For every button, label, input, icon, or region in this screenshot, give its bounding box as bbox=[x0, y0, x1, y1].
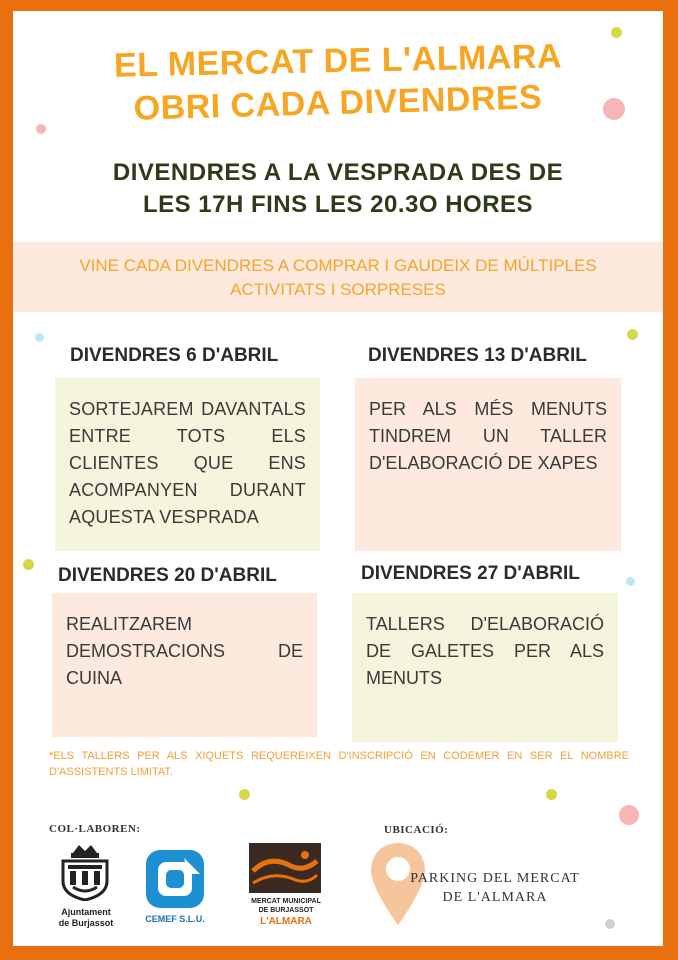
decor-dot-grey bbox=[605, 919, 615, 929]
title-line-1: EL MERCAT DE L'ALMARA bbox=[113, 37, 563, 85]
event-box-2 bbox=[355, 378, 621, 551]
event-text-1: SORTEJAREM DAVANTALS ENTRE TOTS ELS CLIENTES QUE ENS ACOMPANYEN DURANT AQUESTA VESPRADA bbox=[69, 399, 306, 527]
intro-line-1: VINE CADA DIVENDRES A COMPRAR I GAUDEIX DE MÚLTIPLES bbox=[79, 256, 597, 275]
decor-dot-yellow bbox=[23, 559, 34, 570]
event-text-2: PER ALS MÉS MENUTS TINDREM UN TALLER D'ELABORACIÓ DE XAPES bbox=[369, 399, 607, 473]
event-date-3: DIVENDRES 20 D'ABRIL bbox=[58, 565, 277, 586]
event-date-2: DIVENDRES 13 D'ABRIL bbox=[368, 345, 587, 366]
ajuntament-caption: Ajuntament de Burjassot bbox=[58, 907, 114, 928]
mercat-caption: MERCAT MUNICIPAL DE BURJASSOT L'ALMARA bbox=[251, 898, 321, 927]
decor-dot-blue bbox=[626, 577, 635, 586]
intro-text bbox=[53, 254, 623, 302]
cemef-caption: CEMEF S.L.U. bbox=[145, 914, 205, 924]
decor-dot-blue bbox=[35, 333, 44, 342]
event-date-1: DIVENDRES 6 D'ABRIL bbox=[70, 345, 279, 366]
mercat-emblem-icon bbox=[249, 843, 321, 893]
intro-line-2: ACTIVITATS I SORPRESES bbox=[230, 280, 446, 299]
cemef-emblem-icon bbox=[144, 848, 206, 910]
subtitle-line-1: DIVENDRES A LA VESPRADA DES DE bbox=[112, 159, 564, 186]
event-box-4 bbox=[352, 593, 618, 742]
decor-dot-yellow bbox=[627, 329, 638, 340]
event-box-1 bbox=[55, 378, 320, 551]
mercat-logo bbox=[241, 843, 331, 935]
event-box-3 bbox=[52, 593, 317, 737]
poster bbox=[13, 11, 663, 946]
subtitle-line-2: LES 17H FINS LES 20.3O HORES bbox=[142, 191, 534, 218]
workshop-note: *ELS TALLERS PER ALS XIQUETS REQUEREIXEN D'INSCRIPCIÓ EN CODEMER EN SER EL NOMBRE D'ASSISTENTS LIMITAT. bbox=[49, 750, 629, 778]
collaborators-label: COL·LABOREN: bbox=[49, 823, 141, 835]
location-text: PARKING DEL MERCAT DE L'ALMARA bbox=[410, 871, 580, 905]
event-date-4: DIVENDRES 27 D'ABRIL bbox=[361, 563, 580, 584]
location-label: UBICACIÓ: bbox=[384, 824, 449, 836]
decor-dot-pink bbox=[619, 805, 639, 825]
coat-of-arms-icon bbox=[57, 843, 113, 901]
schedule-subtitle bbox=[13, 157, 663, 221]
cemef-logo bbox=[140, 846, 210, 931]
decor-dot-yellow bbox=[239, 789, 250, 800]
ajuntament-logo bbox=[51, 843, 121, 933]
event-text-3: REALITZAREM DEMOSTRACIONS DE CUINA bbox=[66, 614, 303, 688]
decor-dot-yellow bbox=[546, 789, 557, 800]
title-line-2: OBRI CADA DIVENDRES bbox=[133, 78, 543, 128]
event-text-4: TALLERS D'ELABORACIÓ DE GALETES PER ALS MENUTS bbox=[366, 614, 604, 688]
